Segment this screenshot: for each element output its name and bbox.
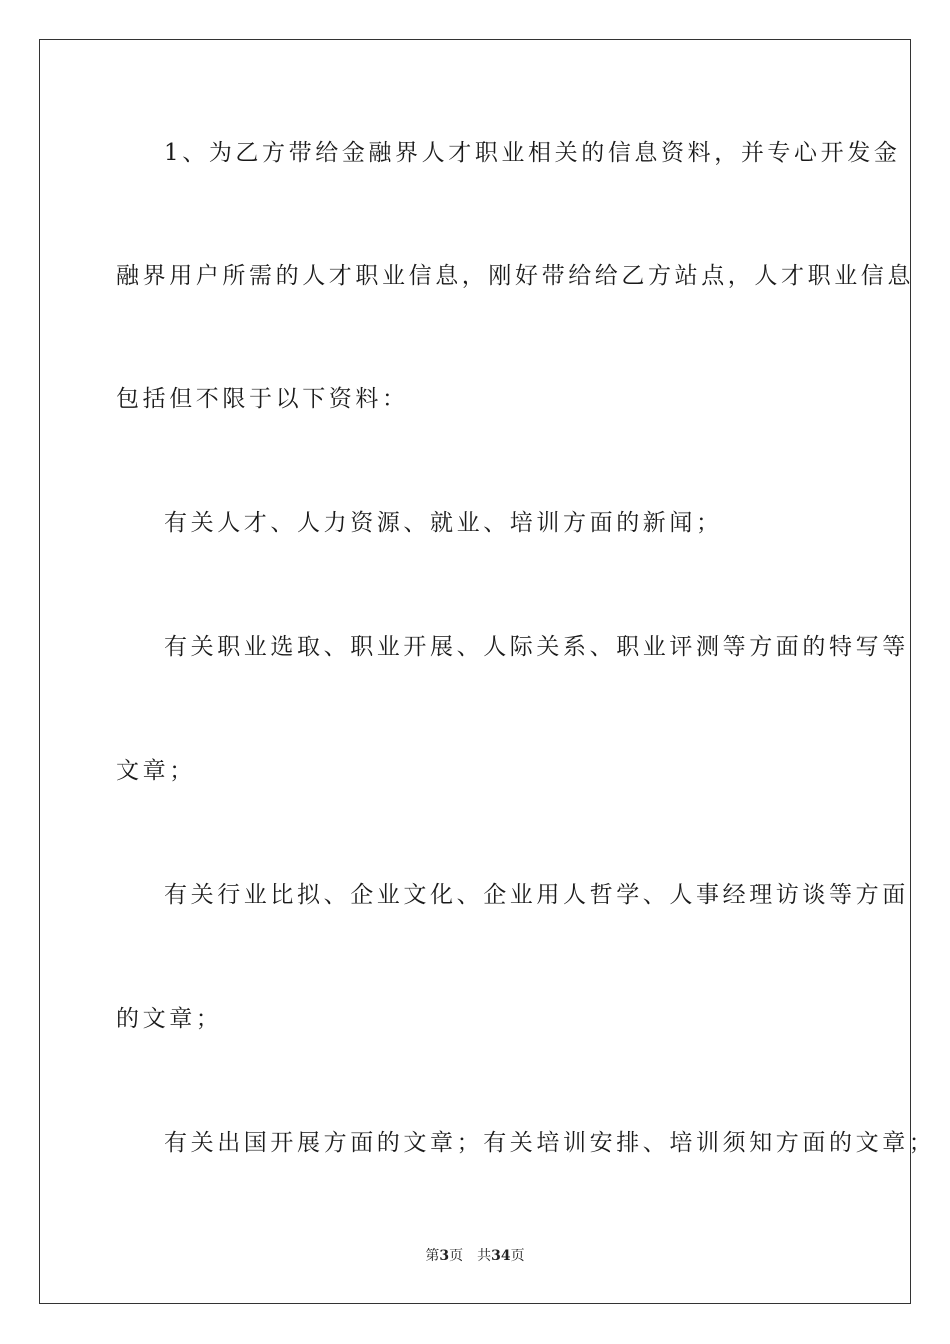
paragraph-line-6: 文章； (116, 758, 196, 784)
page-footer (0, 1247, 950, 1265)
footer-page-number: 3 (439, 1248, 450, 1264)
paragraph-line-5: 有关职业选取、职业开展、人际关系、职业评测等方面的特写等 (164, 634, 909, 660)
paragraph-line-7: 有关行业比拟、企业文化、企业用人哲学、人事经理访谈等方面 (164, 882, 909, 908)
footer-total-suffix: 页 (510, 1248, 525, 1264)
footer-page-suffix: 页 (449, 1248, 464, 1264)
footer-total-pages: 34 (491, 1248, 511, 1264)
paragraph-line-1: 1、为乙方带给金融界人才职业相关的信息资料，并专心开发金 (164, 140, 901, 166)
footer-total-prefix: 共 (477, 1248, 492, 1264)
paragraph-line-3: 包括但不限于以下资料： (116, 386, 409, 412)
footer-page-prefix: 第 (425, 1248, 440, 1264)
paragraph-line-8: 的文章； (116, 1006, 223, 1032)
paragraph-line-2: 融界用户所需的人才职业信息，刚好带给给乙方站点，人才职业信息 (116, 263, 914, 289)
paragraph-line-9: 有关出国开展方面的文章；有关培训安排、培训须知方面的文章； (164, 1130, 936, 1156)
page-frame (39, 39, 936, 1304)
paragraph-line-4: 有关人才、人力资源、就业、培训方面的新闻； (164, 510, 723, 536)
